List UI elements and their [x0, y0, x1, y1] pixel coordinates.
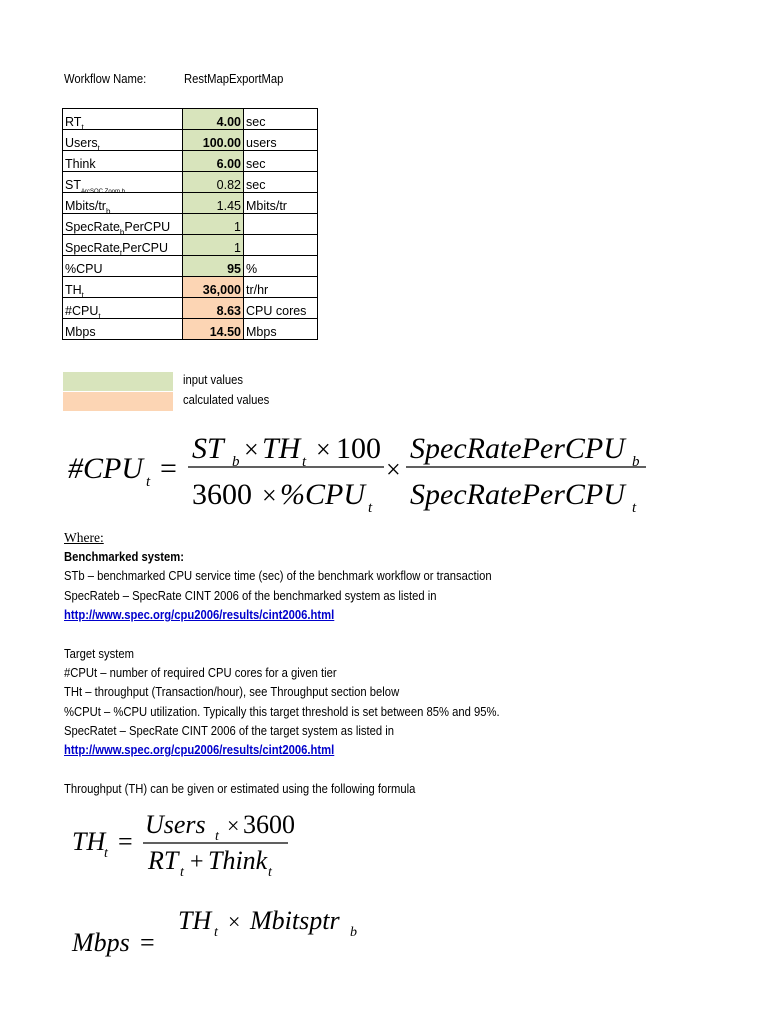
- cpu-formula-spec-num-sub: b: [632, 454, 640, 470]
- table-row: [63, 193, 318, 214]
- param-label: Users: [65, 136, 98, 150]
- param-label-cell: [63, 277, 183, 298]
- workflow-name-label: Workflow Name:: [64, 72, 147, 86]
- cpu-formula-spec-den: SpecRatePerCPU: [410, 478, 625, 511]
- param-label-subscript: t: [81, 123, 84, 132]
- cpu-formula-mult: ×: [386, 455, 401, 484]
- param-label-cell: [63, 214, 183, 235]
- mbps-formula-mbits-sub: b: [350, 925, 357, 940]
- param-unit-cell: sec: [244, 109, 318, 130]
- param-label: TH: [65, 283, 82, 297]
- param-unit-cell: users: [244, 130, 318, 151]
- param-value-cell[interactable]: 95: [183, 256, 244, 277]
- th-formula-lhs-sub: t: [104, 846, 108, 861]
- param-unit-cell: [244, 235, 318, 256]
- param-unit-cell: Mbits/tr: [244, 193, 318, 214]
- th-formula-3600: 3600: [243, 810, 295, 839]
- table-row: [63, 109, 318, 130]
- param-unit-cell: Mbps: [244, 319, 318, 340]
- legend-calc-swatch: [63, 392, 173, 411]
- th-formula-think-sub: t: [268, 865, 272, 880]
- benchmarked-heading: Benchmarked system:: [64, 550, 185, 564]
- cpu-formula-times-1: ×: [244, 435, 259, 464]
- param-label: RT: [65, 115, 82, 129]
- th-formula-users: Users: [145, 810, 206, 839]
- param-label-tail: PerCPU: [124, 220, 171, 234]
- param-label-subscript: t: [98, 312, 101, 321]
- param-label: SpecRate: [65, 220, 120, 234]
- mbps-formula-eq: =: [140, 928, 155, 957]
- cpu-formula-spec-num: SpecRatePerCPU: [410, 432, 625, 465]
- cpu-formula-st: ST: [192, 432, 224, 465]
- cpu-formula-st-sub: b: [232, 454, 240, 470]
- specrateb-definition: SpecRateb – SpecRate CINT 2006 of the benchmarked system as listed in: [64, 589, 437, 603]
- th-formula-eq: =: [118, 827, 133, 856]
- cpu-formula-lhs: #CPU: [68, 452, 143, 485]
- param-value-cell[interactable]: 0.82: [183, 172, 244, 193]
- param-label-cell: [63, 193, 183, 214]
- th-formula-think: Think: [208, 846, 268, 875]
- mbps-formula-clip: [0, 895, 768, 957]
- param-value-cell[interactable]: 1.45: [183, 193, 244, 214]
- param-unit-cell: tr/hr: [244, 277, 318, 298]
- table-row: [63, 214, 318, 235]
- param-value-cell: 36,000: [183, 277, 244, 298]
- param-unit-cell: sec: [244, 172, 318, 193]
- cpu-formula-lhs-sub: t: [146, 474, 151, 490]
- param-label-cell: [63, 130, 183, 151]
- table-row: [63, 256, 318, 277]
- th-formula-rt: RT: [148, 846, 179, 875]
- table-row: [63, 130, 318, 151]
- param-label-subscript: b: [105, 207, 111, 216]
- pcput-definition: %CPUt – %CPU utilization. Typically this target threshold is set between 85% and 95%.: [64, 705, 500, 719]
- table-row: [63, 298, 318, 319]
- param-value-cell[interactable]: 4.00: [183, 109, 244, 130]
- param-label-cell: [63, 256, 183, 277]
- param-label: %CPU: [65, 262, 103, 276]
- param-label: Mbits/tr: [65, 199, 106, 213]
- param-label: Mbps: [65, 325, 96, 339]
- mbps-formula-th-sub: t: [214, 925, 218, 940]
- param-value-cell[interactable]: 100.00: [183, 130, 244, 151]
- cput-definition: #CPUt – number of required CPU cores for a given tier: [64, 666, 337, 680]
- param-label: #CPU: [65, 304, 99, 318]
- cpu-formula-th-sub: t: [302, 454, 307, 470]
- cpu-formula-3600: 3600: [192, 478, 252, 511]
- mbps-formula-lhs: Mbps: [72, 928, 130, 957]
- target-heading: Target system: [64, 647, 135, 661]
- legend-calc-label: calculated values: [183, 393, 270, 407]
- param-label-cell: [63, 235, 183, 256]
- param-unit-cell: %: [244, 256, 318, 277]
- cpu-formula-pct-sub: t: [368, 500, 373, 516]
- cpu-formula-spec-den-sub: t: [632, 500, 637, 516]
- param-value-cell: 8.63: [183, 298, 244, 319]
- table-row: [63, 172, 318, 193]
- specratet-definition: SpecRatet – SpecRate CINT 2006 of the target system as listed in: [64, 724, 394, 738]
- mbps-formula-mbits: Mbitsptr: [250, 906, 340, 935]
- param-label-cell: [63, 109, 183, 130]
- cpu-formula: [0, 420, 768, 520]
- param-label-subscript: b: [119, 228, 125, 237]
- th-formula-times: ×: [227, 813, 240, 838]
- param-label-subscript: ArcSOC Zoom b: [80, 189, 125, 195]
- legend-input-label: input values: [183, 373, 244, 387]
- cpu-formula-pct: %CPU: [280, 478, 365, 511]
- table-row: [63, 277, 318, 298]
- cpu-formula-times-3: ×: [262, 481, 277, 510]
- where-heading: Where:: [64, 530, 104, 545]
- workflow-name-value: RestMapExportMap: [184, 72, 284, 86]
- param-unit-cell: CPU cores: [244, 298, 318, 319]
- parameter-table: [62, 108, 318, 340]
- param-label-cell: [63, 151, 183, 172]
- param-label-tail: PerCPU: [122, 241, 168, 255]
- param-unit-cell: [244, 214, 318, 235]
- param-label-subscript: t: [119, 249, 123, 258]
- spec-link-2[interactable]: http://www.spec.org/cpu2006/results/cint2006.html: [64, 743, 335, 757]
- tht-definition: THt – throughput (Transaction/hour), see Throughput section below: [64, 685, 400, 699]
- cpu-formula-eq: =: [160, 452, 177, 485]
- param-label: ST: [65, 178, 81, 192]
- table-row: [63, 151, 318, 172]
- param-label-subscript: t: [81, 291, 84, 300]
- th-formula-users-sub: t: [215, 829, 219, 844]
- param-value-cell[interactable]: 1: [183, 235, 244, 256]
- cpu-formula-th: TH: [262, 432, 301, 465]
- param-label: Think: [65, 157, 96, 171]
- param-value-cell: 14.50: [183, 319, 244, 340]
- th-formula: [0, 805, 768, 885]
- mbps-formula: [0, 895, 768, 975]
- th-formula-rt-sub: t: [180, 865, 184, 880]
- param-value-cell[interactable]: 6.00: [183, 151, 244, 172]
- param-value-cell[interactable]: 1: [183, 214, 244, 235]
- param-label-cell: [63, 319, 183, 340]
- param-label-cell: [63, 172, 183, 193]
- cpu-formula-100: 100: [336, 432, 381, 465]
- stb-definition: STb – benchmarked CPU service time (sec) of the benchmark workflow or transaction: [64, 569, 492, 583]
- cpu-formula-times-2: ×: [316, 435, 331, 464]
- mbps-formula-th: TH: [178, 906, 212, 935]
- throughput-intro: Throughput (TH) can be given or estimated using the following formula: [64, 782, 416, 796]
- table-row: [63, 319, 318, 340]
- table-row: [63, 235, 318, 256]
- param-label-subscript: t: [97, 144, 100, 153]
- param-label: SpecRate: [65, 241, 120, 255]
- param-unit-cell: sec: [244, 151, 318, 172]
- mbps-formula-times: ×: [228, 909, 241, 934]
- spec-link-1[interactable]: http://www.spec.org/cpu2006/results/cint2006.html: [64, 608, 335, 622]
- th-formula-lhs: TH: [72, 827, 106, 856]
- th-formula-plus: +: [190, 849, 204, 875]
- param-label-cell: [63, 298, 183, 319]
- legend-input-swatch: [63, 372, 173, 391]
